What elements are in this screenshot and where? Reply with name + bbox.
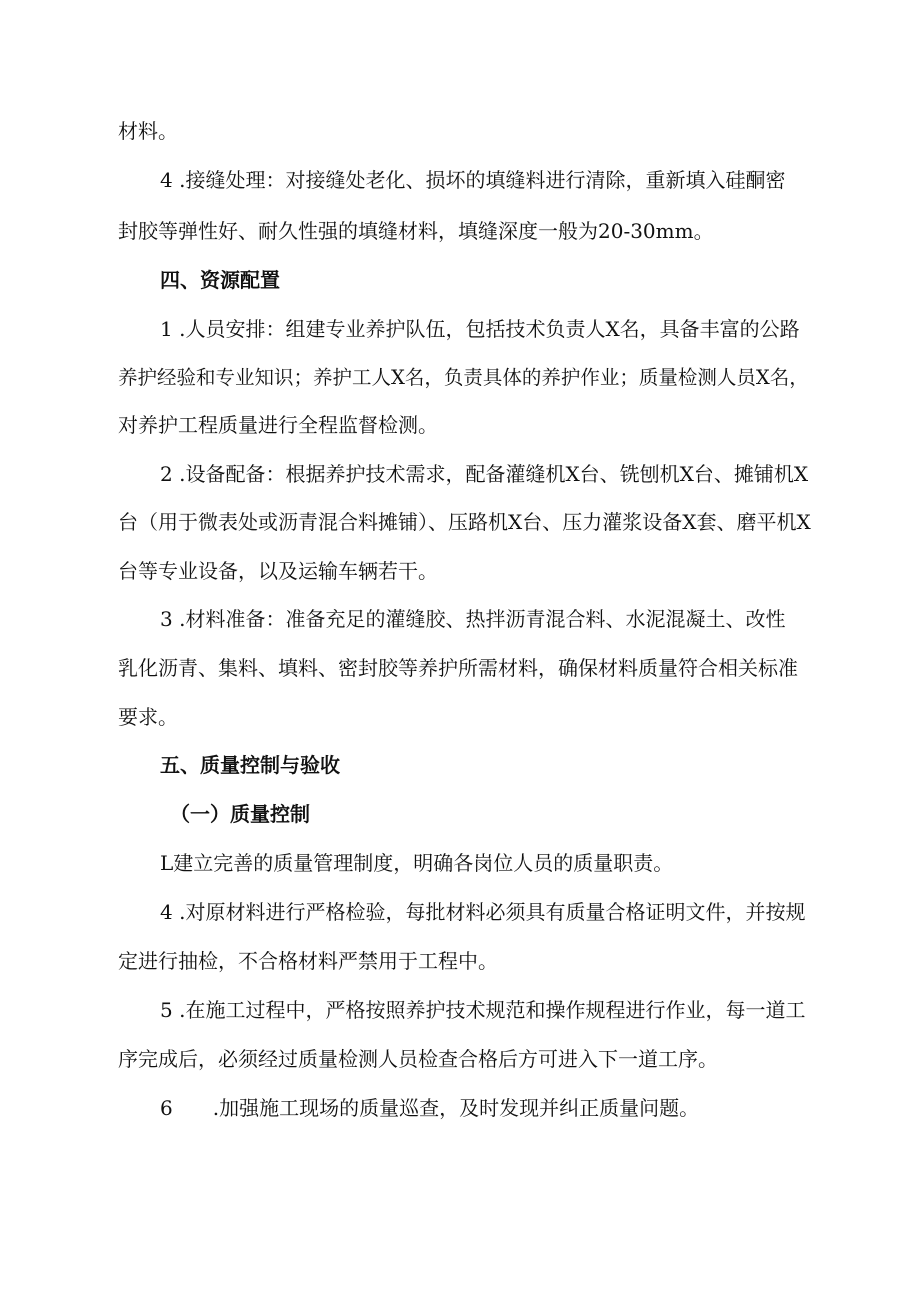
paragraph-line: 台（用于微表处或沥青混合料摊铺）、压路机X台、压力灌浆设备X套、磨平机X xyxy=(118,510,811,534)
paragraph-line: 要求。 xyxy=(118,705,178,729)
paragraph-line: 序完成后，必须经过质量检测人员检查合格后方可进入下一道工序。 xyxy=(118,1047,718,1071)
paragraph-line: 5 .在施工过程中，严格按照养护技术规范和操作规程进行作业，每一道工 xyxy=(160,998,806,1022)
paragraph-line: 乳化沥青、集料、填料、密封胶等养护所需材料，确保材料质量符合相关标准 xyxy=(118,656,798,680)
paragraph-line: L建立完善的质量管理制度，明确各岗位人员的质量职责。 xyxy=(160,851,674,875)
paragraph-line: 对养护工程质量进行全程监督检测。 xyxy=(118,413,438,437)
paragraph-line: 4 .接缝处理：对接缝处老化、损坏的填缝料进行清除，重新填入硅酮密 xyxy=(160,168,786,192)
paragraph-line: 台等专业设备，以及运输车辆若干。 xyxy=(118,559,438,583)
section-heading: 五、质量控制与验收 xyxy=(160,753,340,777)
paragraph-line: 3 .材料准备：准备充足的灌缝胶、热拌沥青混合料、水泥混凝土、改性 xyxy=(160,607,786,631)
paragraph-line: 2 .设备配备：根据养护技术需求，配备灌缝机X台、铣刨机X台、摊铺机X xyxy=(160,462,809,486)
paragraph-line: 4 .对原材料进行严格检验，每批材料必须具有质量合格证明文件，并按规 xyxy=(160,900,806,924)
paragraph-line: 封胶等弹性好、耐久性强的填缝材料，填缝深度一般为20-30mm。 xyxy=(118,219,714,243)
paragraph-line: 1 .人员安排：组建专业养护队伍，包括技术负责人X名，具备丰富的公路 xyxy=(160,317,800,341)
section-heading: 四、资源配置 xyxy=(160,268,280,292)
paragraph-line: 6 .加强施工现场的质量巡查，及时发现并纠正质量问题。 xyxy=(160,1096,700,1120)
paragraph-line: 材料。 xyxy=(118,119,178,143)
paragraph-line: 养护经验和专业知识；养护工人X名，负责具体的养护作业；质量检测人员X名， xyxy=(118,366,809,389)
paragraph-line: 定进行抽检，不合格材料严禁用于工程中。 xyxy=(118,949,498,973)
subsection-heading: （一）质量控制 xyxy=(170,802,310,826)
